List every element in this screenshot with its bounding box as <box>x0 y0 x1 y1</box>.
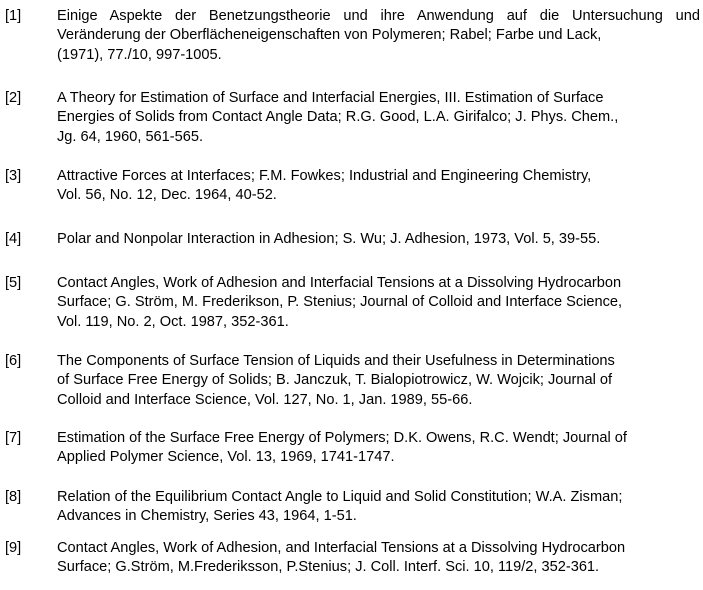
reference-line: Energies of Solids from Contact Angle Data; R.G. Good, L.A. Girifalco; J. Phys. Chem., <box>57 109 619 126</box>
reference-text <box>57 89 700 147</box>
reference-text <box>57 230 700 249</box>
reference-line: Colloid and Interface Science, Vol. 127, No. 1, Jan. 1989, 55-66. <box>57 391 473 408</box>
reference-number: [8] <box>5 489 22 505</box>
reference-text <box>57 274 700 332</box>
reference-number: [1] <box>5 8 22 24</box>
reference-number: [4] <box>5 231 22 247</box>
reference-line: Advances in Chemistry, Series 43, 1964, 1-51. <box>57 508 357 525</box>
reference-number: [5] <box>5 275 22 291</box>
reference-number: [6] <box>5 353 22 369</box>
reference-number: [2] <box>5 90 22 106</box>
reference-number: [9] <box>5 540 22 556</box>
reference-line: Vol. 119, No. 2, Oct. 1987, 352-361. <box>57 313 289 330</box>
reference-line: Contact Angles, Work of Adhesion, and Interfacial Tensions at a Dissolving Hydrocarbon <box>57 540 626 556</box>
reference-line: Einige Aspekte der Benetzungstheorie und ihre Anwendung auf die Untersuchung und <box>57 8 700 24</box>
reference-line: Relation of the Equilibrium Contact Angle to Liquid and Solid Constitution; W.A. Zisman; <box>57 489 623 505</box>
reference-line: Attractive Forces at Interfaces; F.M. Fowkes; Industrial and Engineering Chemistry, <box>57 168 592 184</box>
reference-text <box>57 488 700 527</box>
reference-line: (1971), 77./10, 997-1005. <box>57 46 222 63</box>
reference-text <box>57 539 700 578</box>
reference-text <box>57 7 700 65</box>
reference-line: Surface; G. Ström, M. Frederikson, P. Stenius; Journal of Colloid and Interface Science, <box>57 294 623 311</box>
reference-number: [3] <box>5 168 22 184</box>
reference-number: [7] <box>5 430 22 446</box>
reference-line: of Surface Free Energy of Solids; B. Janczuk, T. Bialopiotrowicz, W. Wojcik; Journal of <box>57 372 613 389</box>
reference-text <box>57 167 700 206</box>
reference-line: The Components of Surface Tension of Liquids and their Usefulness in Determinations <box>57 353 615 369</box>
reference-line: Vol. 56, No. 12, Dec. 1964, 40-52. <box>57 187 277 204</box>
reference-line: Applied Polymer Science, Vol. 13, 1969, 1741-1747. <box>57 449 395 466</box>
reference-line: Contact Angles, Work of Adhesion and Interfacial Tensions at a Dissolving Hydrocarbon <box>57 275 622 291</box>
reference-text <box>57 352 700 410</box>
reference-text <box>57 429 700 468</box>
reference-line: Surface; G.Ström, M.Frederiksson, P.Stenius; J. Coll. Interf. Sci. 10, 119/2, 352-361. <box>57 559 600 576</box>
reference-line: Jg. 64, 1960, 561-565. <box>57 128 204 145</box>
reference-line: Estimation of the Surface Free Energy of Polymers; D.K. Owens, R.C. Wendt; Journal of <box>57 430 627 446</box>
reference-line: Veränderung der Oberflächeneigenschaften von Polymeren; Rabel; Farbe und Lack, <box>57 27 602 44</box>
reference-line: Polar and Nonpolar Interaction in Adhesion; S. Wu; J. Adhesion, 1973, Vol. 5, 39-55. <box>57 231 601 247</box>
reference-line: A Theory for Estimation of Surface and Interfacial Energies, III. Estimation of Surface <box>57 90 604 106</box>
